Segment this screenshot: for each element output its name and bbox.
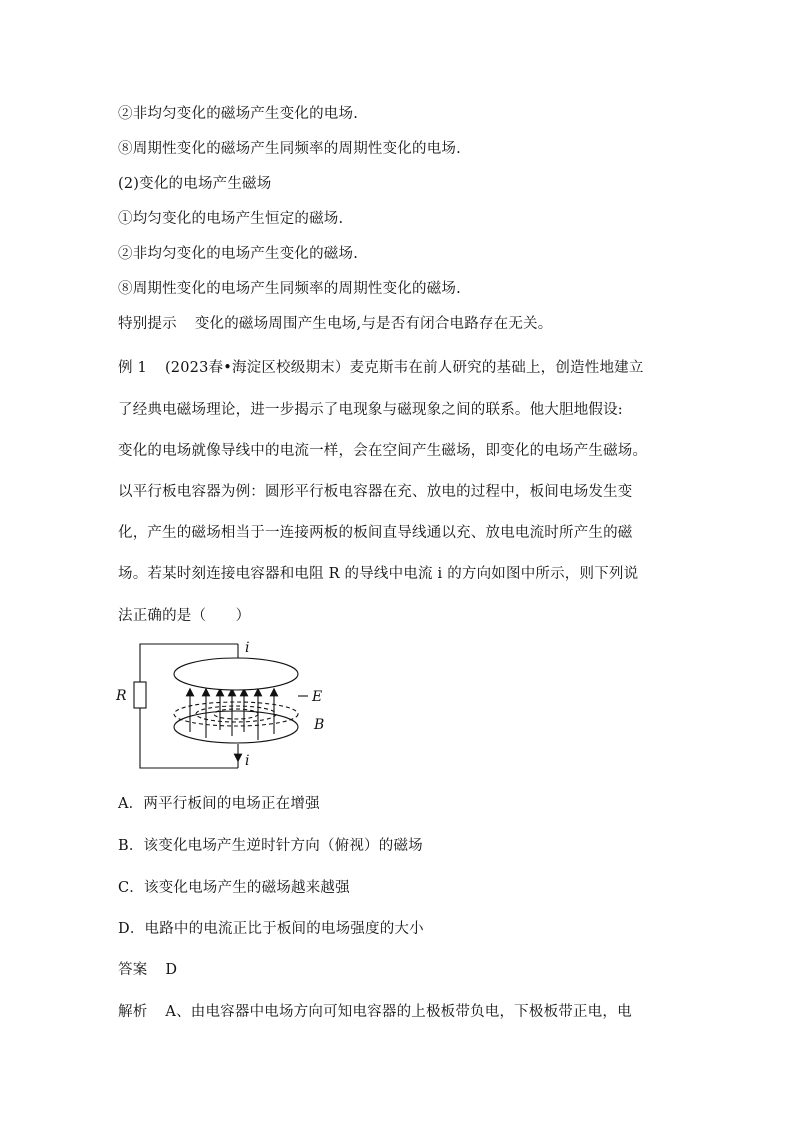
analysis-label: 解析 [118,1004,148,1020]
analysis-line [118,1000,632,1021]
answer-value: D [165,962,178,978]
answer-label: 答案 [118,962,148,978]
answer-line [118,958,177,979]
top-plate [174,658,298,690]
tip-text: 变化的磁场周围产生电场,与是否有闭合电路存在无关。 [194,316,553,332]
line-5: ②非均匀变化的电场产生变化的磁场. [118,246,359,262]
example-line-2: 了经典电磁场理论，进一步揭示了电现象与磁现象之间的联系。他大胆地假设: [118,402,623,418]
example-line-4: 以平行板电容器为例：圆形平行板电容器在充、放电的过程中，板间电场发生变 [118,484,633,500]
line-6: ⑧周期性变化的电场产生同频率的周期性变化的磁场. [118,281,461,297]
label-i-top: i [245,640,250,656]
example-text-1: (2023春•海淀区校级期末）麦克斯韦在前人研究的基础上，创造性地建立 [164,360,644,376]
label-r: R [116,688,127,704]
example-line-5: 化，产生的磁场相当于一连接两板的板间直导线通以充、放电电流时所产生的磁 [118,525,633,541]
line-4: ①均匀变化的电场产生恒定的磁场. [118,211,344,227]
label-b: B [314,717,325,733]
option-d: D．电路中的电流正比于板间的电场强度的大小 [118,921,424,937]
example-line-7: 法正确的是（ ） [118,608,251,624]
line-2: ⑧周期性变化的磁场产生同频率的周期性变化的电场. [118,141,461,157]
option-c: C．该变化电场产生的磁场越来越强 [118,880,350,896]
option-a: A．两平行板间的电场正在增强 [118,796,320,812]
label-i-bottom: i [245,753,250,769]
example-line-1 [118,356,644,377]
label-e: E [312,689,323,705]
line-3: (2)变化的电场产生磁场 [118,176,272,192]
line-1: ②非均匀变化的磁场产生变化的电场. [118,106,359,122]
example-label: 例 1 [118,360,147,376]
analysis-text: A、由电容器中电场方向可知电容器的上极板带负电，下极板带正电，电 [165,1004,632,1020]
example-line-3: 变化的电场就像导线中的电流一样，会在空间产生磁场，即变化的电场产生磁场。 [118,443,648,459]
bottom-plate [174,711,298,743]
resistor [134,682,146,708]
tip-label: 特别提示 [118,316,177,332]
option-b: B．该变化电场产生逆时针方向（俯视）的磁场 [118,838,423,854]
example-line-6: 场。若某时刻连接电容器和电阻 R 的导线中电流 i 的方向如图中所示，则下列说 [118,566,639,582]
capacitor-figure [108,632,338,774]
tip-line [118,312,552,333]
